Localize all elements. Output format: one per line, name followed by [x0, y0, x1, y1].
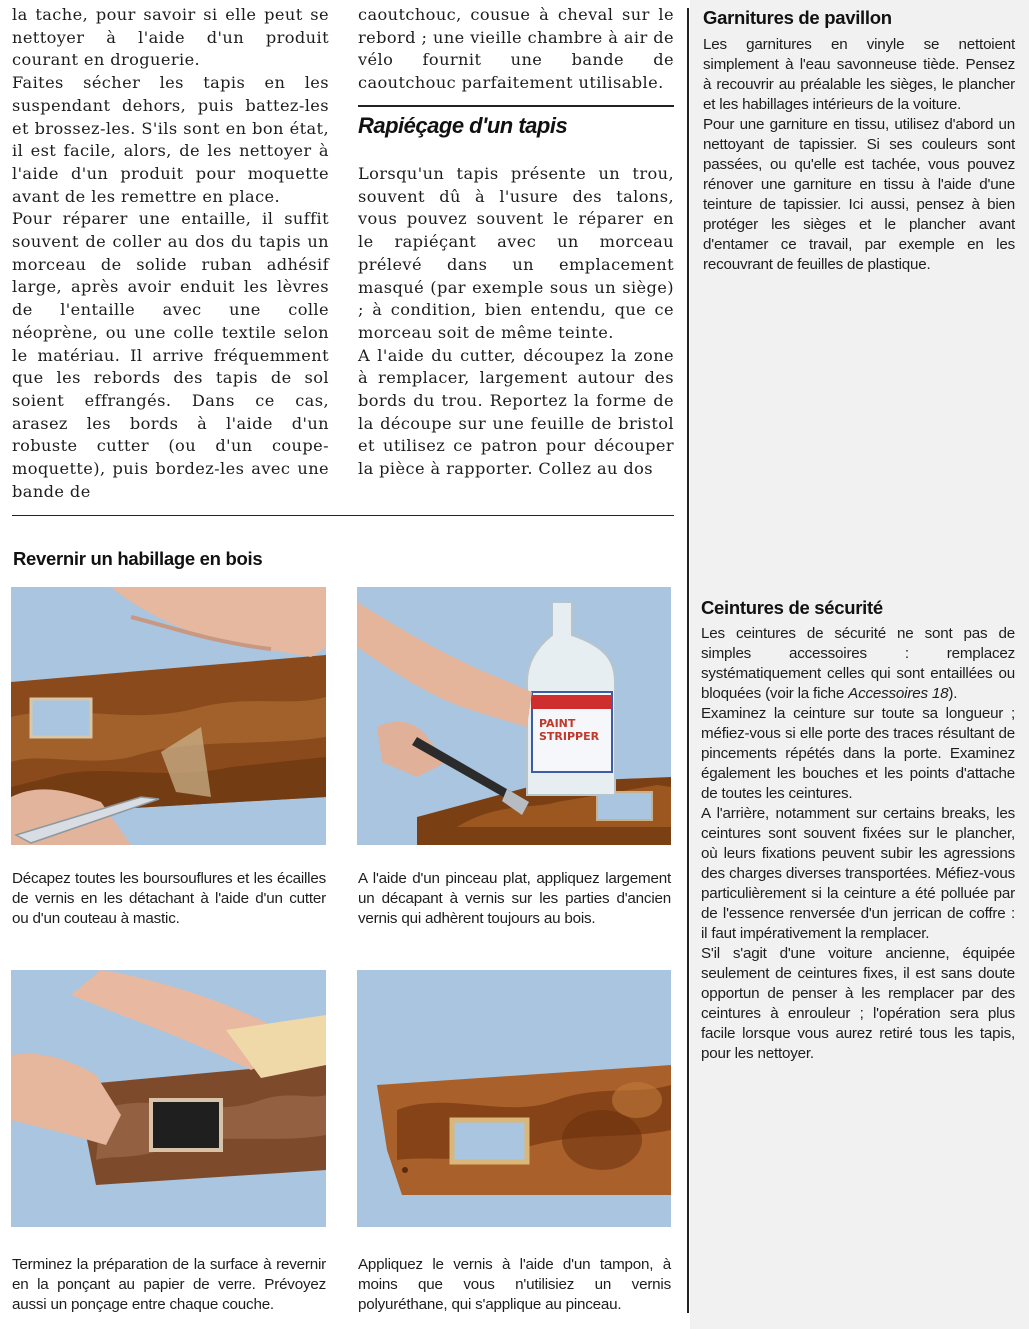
ceintures-paragraph: S'il s'agit d'une voiture ancienne, équipée seulement de ceintures fixes, il est sans doute opportun de penser à les remplacer par des ceintures à enrouleur ; l'opération sera plus facile lorsque vous aurez retiré tous les tapis, pour les nettoyer.: [701, 945, 1015, 1062]
vertical-divider: [687, 8, 689, 1313]
col2-intro: caoutchouc, cousue à cheval sur le rebord ; une vieille chambre à air de vélo fournit une bande de caoutchouc parfaitement utilisable.: [358, 5, 674, 93]
col1-paragraph: la tache, pour savoir si elle peut se nettoyer à l'aide d'un produit courant en droguerie.: [12, 5, 329, 70]
paint-stripper-photo-icon: [357, 587, 671, 845]
ceintures-paragraph: [701, 624, 1015, 704]
ceintures-text: ).: [948, 685, 958, 702]
caption-text: Décapez toutes les boursouflures et les écailles de vernis en les détachant à l'aide d'un cutter ou d'un couteau à mastic.: [12, 870, 326, 927]
caption-text: Appliquez le vernis à l'aide d'un tampon, à moins que vous n'utilisiez un vernis polyuréthane, qui s'applique au pinceau.: [358, 1256, 671, 1313]
column-1-text: [12, 4, 329, 503]
caption-text: A l'aide d'un pinceau plat, appliquez largement un décapant à vernis sur les parties d'ancien vernis qui adhèrent toujours au bois.: [358, 870, 671, 927]
ceintures-heading: Ceintures de sécurité: [701, 597, 883, 618]
col2-paragraph: A l'aide du cutter, découpez la zone à remplacer, largement autour des bords du trou. Reportez la forme de la découpe sur une feuille de bristol et utilisez ce patron pour découper la pièce à rapporter. Collez au dos: [358, 345, 674, 479]
col2-paragraph: Lorsqu'un tapis présente un trou, souvent dû à l'usure des talons, vous pouvez souvent le réparer en le rapiéçant avec un morceau prélevé dans un emplacement masqué (par exemple sous un siège) ; à condition, bien entendu, que ce morceau soit de même teinte.: [358, 164, 674, 342]
caption-text: Terminez la préparation de la surface à revernir en la ponçant au papier de verre. Prévoyez aussi un ponçage entre chaque couche.: [12, 1256, 326, 1313]
rapiecage-heading-block: [358, 113, 674, 139]
bois-heading: Revernir un habillage en bois: [13, 548, 263, 569]
col1-paragraph: Faites sécher les tapis en les suspendant dehors, puis battez-les et brossez-les. S'ils sont en bon état, il est facile, alors, de les nettoyer à l'aide d'un produit pour moquette avant de les remettre en place.: [12, 73, 329, 206]
photo-caption: [12, 869, 326, 929]
section-rule: [358, 105, 674, 107]
col1-paragraph: Pour réparer une entaille, il suffit souvent de coller au dos du tapis un morceau de solide ruban adhésif large, après avoir enduit les lèvres de l'entaille avec une colle néoprène, ou une colle textile selon le matériau. Il arrive fréquemment que les rebords des tapis de sol soient effrangés. Dans ce cas, arasez les bords à l'aide d'un robuste cutter (ou d'un coupe-moquette), puis bordez-les avec une bande de: [12, 209, 329, 501]
varnished-panel-photo-icon: [357, 970, 671, 1227]
rapiecage-heading: Rapiéçage d'un tapis: [358, 113, 568, 138]
garnitures-section: [703, 7, 1015, 275]
ceintures-section: [701, 597, 1015, 1064]
photo-caption: [12, 1255, 326, 1315]
rapiecage-text: [358, 163, 674, 481]
photo-caption: [358, 869, 671, 929]
ceintures-paragraph: A l'arrière, notamment sur certains breaks, les ceintures sont souvent fixées sur le plancher, où leurs fixations peuvent subir les agressions des charges diverses transportées. Méfiez-vous particulièrement si la ceinture a été polluée par de l'essence renversée d'un jerrican de coffre : il faut impérativement la remplacer.: [701, 805, 1015, 942]
ceintures-paragraph: Examinez la ceinture sur toute sa longueur ; méfiez-vous si elle porte des traces résultant de pincements répétés dans la porte. Examinez également les bouches et les points d'attache de toutes les ceintures.: [701, 705, 1015, 802]
sanding-photo-icon: [11, 970, 326, 1227]
garnitures-paragraph: Pour une garniture en tissu, utilisez d'abord un nettoyant de tapissier. Si ses couleurs sont passées, ou qu'elle est tachée, vous pouvez rénover une garniture en tissu à l'aide d'une teinture de tapissier. Ici aussi, pensez à bien protéger les sièges et le plancher avant d'entamer ce travail, par exemple en les recouvrant de feuilles de plastique.: [703, 116, 1015, 273]
fiche-reference: Accessoires 18: [848, 685, 949, 702]
column-2-text: [358, 4, 674, 95]
bois-heading-block: [13, 548, 513, 570]
bottle-label-line: STRIPPER: [539, 730, 600, 743]
section-rule: [12, 515, 674, 516]
ceintures-text: Les ceintures de sécurité ne sont pas de simples accessoires : remplacez systématiquement celles qui sont entaillées ou bloquées (voir la fiche: [701, 625, 1015, 702]
bottle-label-line: PAINT: [539, 717, 576, 730]
photo-caption: [358, 1255, 671, 1315]
scalpel-photo-icon: [11, 587, 326, 845]
garnitures-heading: Garnitures de pavillon: [703, 7, 892, 28]
garnitures-paragraph: Les garnitures en vinyle se nettoient simplement à l'eau savonneuse tiède. Pensez à recouvrir au préalable les sièges, le plancher et les habillages intérieurs de la voiture.: [703, 36, 1015, 113]
